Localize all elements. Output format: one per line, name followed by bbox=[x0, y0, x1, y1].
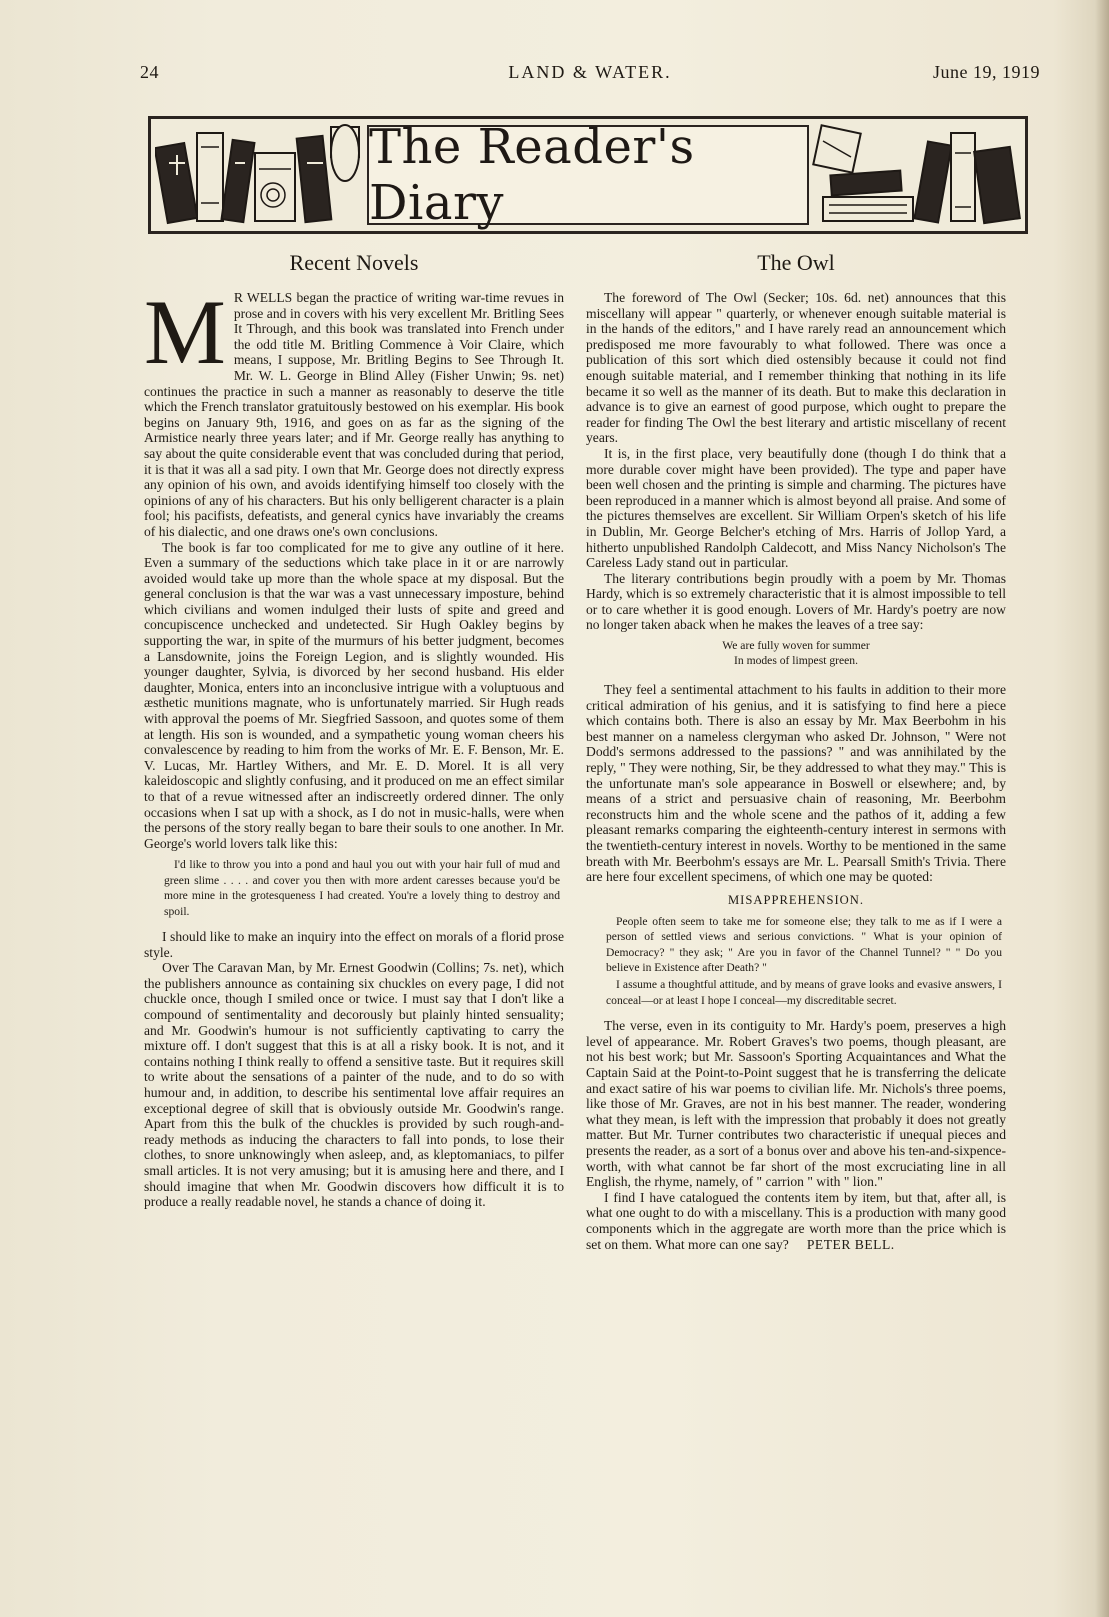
article-paragraph bbox=[586, 1190, 1006, 1252]
article-paragraph: They feel a sentimental attachment to his faults in addition to their more critical admiration of his genius, and it is satisfying to find here a piece which contains both. There is also an essay by Mr. Max Beerbohm in his best manner on a nameless clergyman who asked Dr. Johnson, " Were not Dodd's sermons addressed to the passions? " and was annihilated by the reply, " They were nothing, Sir, be they addressed to what they may." This is the unfortunate man's sole appearance in Boswell or elsewhere; and, by means of a strict and persuasive chain of reasoning, Mr. Beerbohm reconstructs him and the whole scene and the pathos of it, adding a few pleasant remarks comparing the eighteenth-century interest in sermons with the twentieth-century interest in novels. Worthy to be mentioned in the same breath with Mr. Beerbohm's essays are Mr. L. Pearsall Smith's Trivia. There are here four excellent specimens, of which one may be quoted: bbox=[586, 682, 1006, 885]
verse-line: We are fully woven for summer bbox=[722, 639, 870, 653]
paragraph-text: I find I have catalogued the contents item by item, but that, after all, is what one ought to do with a miscellany. This is a production with many good components which in the aggregate are worth more than the price which is set on them. What more can one say? bbox=[586, 1189, 1006, 1252]
author-signature: PETER BELL. bbox=[806, 1236, 895, 1252]
running-head bbox=[140, 62, 1040, 86]
issue-date: June 19, 1919 bbox=[933, 62, 1040, 82]
readers-diary-banner bbox=[148, 116, 1028, 234]
right-column-the-owl bbox=[586, 250, 1006, 1252]
article-paragraph: The literary contributions begin proudly with a poem by Mr. Thomas Hardy, which is so extremely characteristic that it is almost impossible to tell or to care whether it is good enough. Lovers of Mr. Hardy's poetry are now no longer taken aback when he makes the leaves of a tree say: bbox=[586, 570, 1006, 633]
article-paragraph: I should like to make an inquiry into the effect on morals of a florid prose style. bbox=[144, 929, 564, 960]
article-paragraph: The book is far too complicated for me to give any outline of it here. Even a summary of the seductions which take place in it or are narrowly avoided would take up more than the whole space at my disposal. But the general conclusion is that the war was a vast unnecessary imposture, behind which civilians and women indulged their lusts of spite and greed and concupiscence unchecked and undetected. Sir Hugh Oakley begins by supporting the war, in spite of the murmurs of his better judgment, becomes a Lansdownite, joins the Foreign Legion, and is slightly wounded. His younger daughter, Sylvia, is divorced by her second husband. His elder daughter, Monica, enters into an inconclusive intrigue with a voluptuous and æsthetic munitions magnate, who is unfortunately married. Sir Hugh reads with approval the poems of Mr. Siegfried Sassoon, and quotes some of them at length. His son is wounded, and a sympathetic young woman cheers his convalescence by reading to him from the works of Mr. E. F. Benson, Mr. E. V. Lucas, Mr. Hartley Withers, and Mr. E. D. Morel. It is all very kaleidoscopic and slightly confusing, and it produced on me an effect similar to that of a revue witnessed after an indiscreetly ordered dinner. The only occasions when I sat up with a shock, as I do not in music-halls, were when the persons of the story really began to bare their souls to one another. In Mr. George's world lovers talk like this: bbox=[144, 539, 564, 851]
page-number: 24 bbox=[140, 62, 159, 82]
drop-cap: M bbox=[144, 281, 226, 383]
block-quote: People often seem to take me for someone else; they talk to me as if I were a person of settled views and serious convictions. " What is your opinion of Democracy? " they ask; " Are you in favor of the Channel Tunnel? " " Do you believe in Existence after Death? " bbox=[606, 914, 1002, 974]
article-paragraph: The foreword of The Owl (Secker; 10s. 6d. net) announces that this miscellany will appear " quarterly, or whenever enough suitable material is in the hands of the editors," and I have rarely read an announcement which predisposed me more favourably to what followed. There was once a publication of this sort which died ostensibly because it could not find enough suitable material, and I remember thinking that nothing in its life became it so well as the manner of its death. But to make this declaration in advance is to give an earnest of good purpose, which ought to prepare the reader for finding The Owl the best literary and artistic miscellany of recent years. bbox=[586, 290, 1006, 446]
column-title-the-owl: The Owl bbox=[757, 250, 835, 275]
article-paragraph bbox=[144, 281, 564, 540]
left-column-recent-novels bbox=[144, 250, 564, 1210]
column-title-recent-novels: Recent Novels bbox=[289, 250, 419, 275]
books-illustration-right bbox=[811, 123, 1021, 227]
banner-title-box bbox=[367, 119, 809, 231]
block-quote: I'd like to throw you into a pond and haul you out with your hair full of mud and green slime . . . . and cover you then with more ardent caresses because you'd be more mine in the grotesqueness I had created. You're a lovely thing to destroy and spoil. bbox=[164, 858, 560, 918]
publication-title: LAND & WATER. bbox=[508, 62, 672, 82]
page-edge-shadow bbox=[1095, 0, 1109, 1617]
article-paragraph: The verse, even in its contiguity to Mr. Hardy's poem, preserves a high level of appearance. Mr. Robert Graves's two poems, though pleasant, are not his best work; but Mr. Sassoon's Sporting Acquaintances and What the Captain Said at the Point-to-Point suggest that he is transferring the delicate and exact satire of his war poems to civilian life. Mr. Nichols's three poems, like those of Mr. Graves, are not in his best manner. The reader, wondering what they mean, is left with the impression that probably it does not greatly matter. But Mr. Turner contributes two characteristic if unequal pieces and presents the reader, as a sort of a bonus over and above his ten-and-sixpence-worth, with what cannot be far short of the most excruciating line in all English, the rhyme, namely, of " carrion " with " lion." bbox=[586, 1018, 1006, 1190]
article-paragraph: It is, in the first place, very beautifully done (though I do think that a more durable cover might have been provided). The type and paper have been well chosen and the printing is simple and charming. The pictures have been reproduced in a manner which is almost beyond all praise. And some of the pictures themselves are excellent. Sir William Orpen's sketch of his life in Dublin, Mr. George Belcher's etching of Mrs. Harris of Jollop Yard, a hitherto unpublished Randolph Caldecott, and Miss Nancy Nicholson's The Careless Lady stand out in particular. bbox=[586, 445, 1006, 571]
block-quote: I assume a thoughtful attitude, and by means of grave looks and evasive answers, I conceal—or at least I hope I conceal—my discreditable secret. bbox=[606, 978, 1002, 1007]
poem-quote bbox=[586, 639, 1006, 668]
section-title: The Reader's Diary bbox=[369, 119, 695, 231]
verse-line: In modes of limpest green. bbox=[734, 653, 858, 667]
paragraph-text: R WELLS began the practice of writing war-time revues in prose and in covers with his very excellent Mr. Britling Sees It Through, and this book was translated into French under the odd title M. Britling Commence à Voir Claire, which means, I suppose, Mr. Britling Begins to See Through It. Mr. W. L. George in Blind Alley (Fisher Unwin; 9s. net) continues the practice in such a manner as reasonably to deserve the title which the French translator gratuitously bestowed on his exemplar. His book begins on January 9th, 1916, and goes on as far as the signing of the Armistice nearly three years later; and if Mr. George really has anything to say about the quite considerable event that was concluded during that period, it is that it was all a sad pity. I own that Mr. George does not directly express any opinion of his own, and avoids identifying himself too closely with the opinions of any of his characters. But his only belligerent character is a plain fool; his pacifists, defeatists, and general cynics have invariably the creams of his dialectic, and one draws one's own conclusions. bbox=[144, 290, 564, 539]
quote-subheading: MISAPPREHENSION. bbox=[727, 892, 864, 907]
books-illustration-left bbox=[155, 123, 365, 227]
article-paragraph: Over The Caravan Man, by Mr. Ernest Goodwin (Collins; 7s. net), which the publishers announce as containing six chuckles on every page, I did not chuckle once, though I smiled once or twice. I must say that I don't like a compound of sentimentality and decorously but plainly hinted sensuality; and Mr. Goodwin's humour is not sufficiently captivating to carry the mixture off. I don't suggest that this is at all a risky book. It is not, and it contains nothing I think really to offend a sensitive taste. But it requires skill to write about the sensations of a painter of the nude, and to do so with humour and, in addition, to describe his sentimental love affair requires an exceptional degree of skill that is obviously outside Mr. Goodwin's range. Apart from this the bulk of the chuckles is provided by such rough-and-ready methods as inducing the characters to fall into ponds, to lose their clothes, to snore unknowingly when asleep, and, as kleptomaniacs, to pilfer small articles. It is not very amusing; but it is amusing here and there, and I should imagine that when Mr. Goodwin discovers how difficult it is to produce a really readable novel, he stands a chance of doing it. bbox=[144, 960, 564, 1210]
